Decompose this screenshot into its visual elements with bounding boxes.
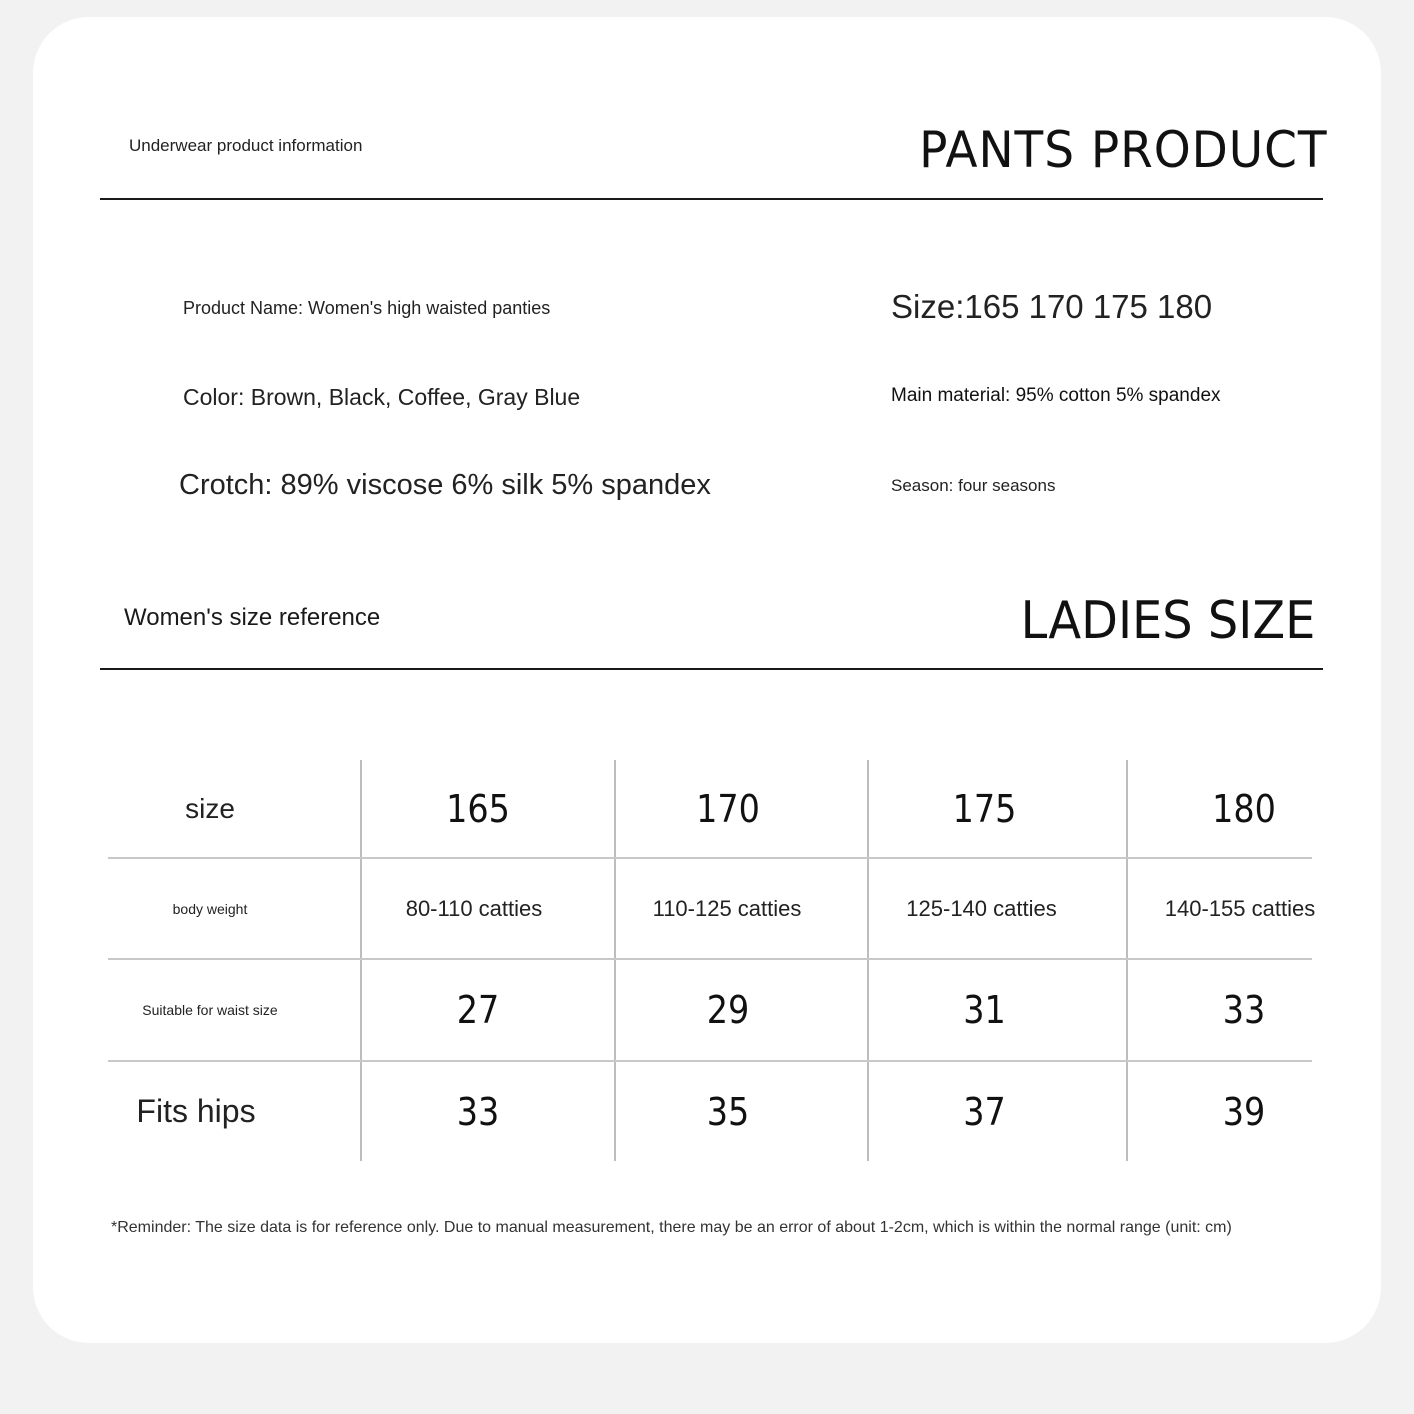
size-section-divider bbox=[100, 668, 1323, 670]
table-cell-hips: 39 bbox=[1222, 1089, 1266, 1134]
table-header-size: 180 bbox=[1212, 786, 1276, 831]
table-row-label: Suitable for waist size bbox=[142, 1002, 278, 1018]
table-cell-waist: 33 bbox=[1222, 988, 1266, 1032]
table-header-size: 170 bbox=[696, 786, 760, 831]
table-cell-waist: 27 bbox=[456, 988, 500, 1032]
table-cell-hips: 33 bbox=[456, 1089, 500, 1134]
size-section-subtitle: Women's size reference bbox=[124, 604, 381, 631]
product-name: Product Name: Women's high waisted panties bbox=[183, 298, 551, 318]
table-cell-waist: 29 bbox=[706, 988, 750, 1032]
table-column-divider bbox=[867, 760, 869, 1161]
product-color: Color: Brown, Black, Coffee, Gray Blue bbox=[183, 384, 581, 410]
table-row-label: Fits hips bbox=[136, 1093, 256, 1129]
table-cell-weight: 140-155 catties bbox=[1164, 895, 1316, 921]
table-row-label: body weight bbox=[172, 900, 248, 917]
table-cell-hips: 35 bbox=[706, 1089, 750, 1134]
product-info-card bbox=[33, 17, 1381, 1343]
product-main-material: Main material: 95% cotton 5% spandex bbox=[891, 385, 1221, 406]
table-column-divider bbox=[360, 760, 362, 1161]
table-cell-weight: 125-140 catties bbox=[906, 895, 1057, 921]
size-table bbox=[108, 760, 1316, 1161]
measurement-reminder: *Reminder: The size data is for reference only. Due to manual measurement, there may be an error of about 1-2cm, which is within the normal range (unit: cm) bbox=[111, 1219, 1232, 1236]
info-section-title: PANTS PRODUCT bbox=[919, 121, 1328, 179]
info-section-subtitle: Underwear product information bbox=[129, 136, 363, 155]
table-header-size: 175 bbox=[952, 786, 1017, 831]
table-cell-hips: 37 bbox=[963, 1089, 1006, 1134]
table-cell-weight: 110-125 catties bbox=[652, 895, 802, 921]
table-header-label: size bbox=[185, 792, 235, 824]
product-season: Season: four seasons bbox=[891, 476, 1056, 495]
product-crotch: Crotch: 89% viscose 6% silk 5% spandex bbox=[179, 469, 711, 501]
table-column-divider bbox=[1126, 760, 1128, 1161]
product-size: Size:165 170 175 180 bbox=[891, 288, 1213, 325]
table-cell-waist: 31 bbox=[963, 988, 1006, 1032]
info-section-divider bbox=[100, 198, 1323, 200]
size-section-title: LADIES SIZE bbox=[1020, 591, 1315, 651]
table-column-divider bbox=[614, 760, 616, 1161]
table-header-size: 165 bbox=[446, 786, 510, 831]
table-cell-weight: 80-110 catties bbox=[405, 895, 543, 921]
